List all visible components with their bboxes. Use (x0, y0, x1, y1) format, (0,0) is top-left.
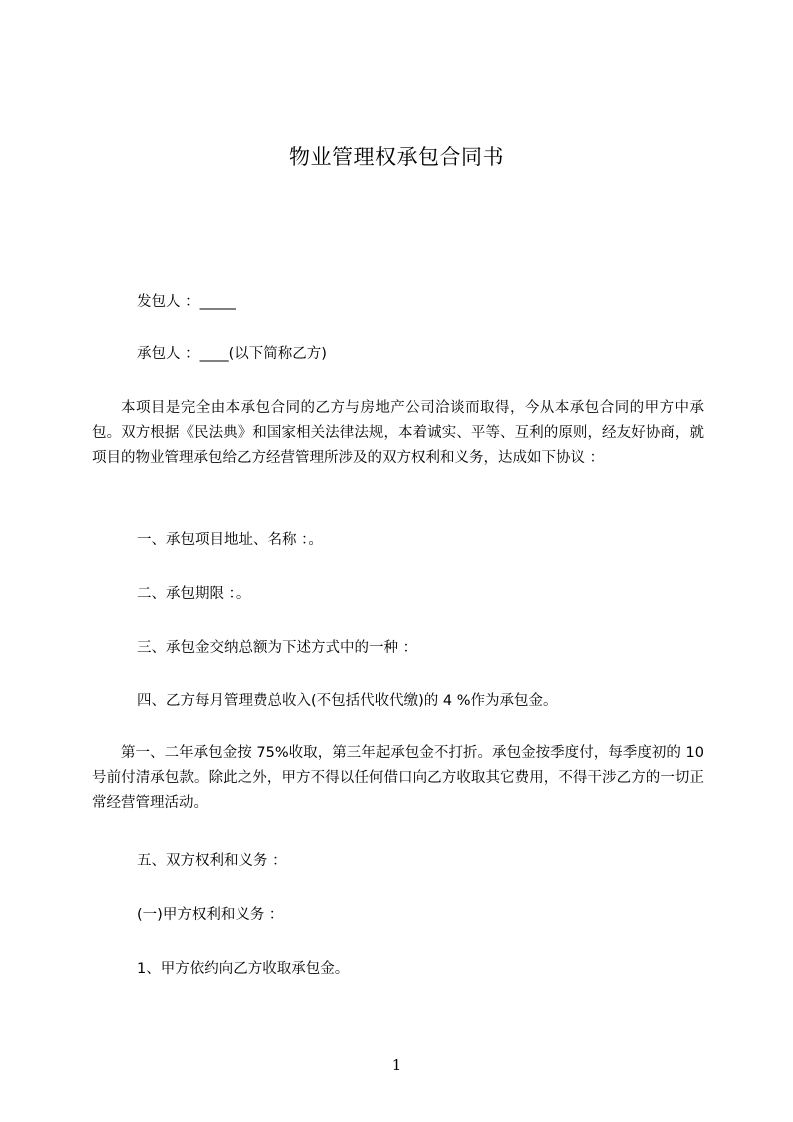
document-title: 物业管理权承包合同书 (289, 145, 504, 169)
issuer-line: 发包人 ：_____ (137, 294, 236, 310)
section-3-heading: 三、承包金交纳总额为下述方式中的一种 ： (137, 640, 418, 656)
list-item: 1、甲方依约向乙方收取承包金。 (137, 961, 350, 977)
section-5-heading: 五、双方权利和义务 ： (137, 853, 287, 869)
payment-terms-paragraph: 第一、二年承包金按 75%收取，第三年起承包金不打折。承包金按季度付，每季度初的 10 号前付清承包款。除此之外，甲方不得以任何借口向乙方收取其它费用，不得干涉乙方的一切正常经营管理活动。 (92, 745, 704, 811)
section-4-heading: 四、乙方每月管理费总收入(不包括代收代缴)的 4 %作为承包金。 (137, 693, 558, 709)
subsection-1-heading: (一)甲方权利和义务 ： (137, 907, 284, 923)
section-2-heading: 二、承包期限 ：。 (137, 586, 251, 602)
section-1-heading: 一、承包项目地址、名称 ：。 (137, 532, 323, 548)
intro-paragraph: 本项目是完全由本承包合同的乙方与房地产公司洽谈而取得，今从本承包合同的甲方中承包。双方根据《民法典》和国家相关法律法规，本着诚实、平等、互利的原则，经友好协商，就项目的物业管理承包给乙方经营管理所涉及的双方权利和义务，达成如下协议 ： (92, 400, 704, 466)
contractor-line: 承包人 ：____(以下简称乙方) (137, 346, 327, 362)
page-number: 1 (391, 1056, 402, 1074)
